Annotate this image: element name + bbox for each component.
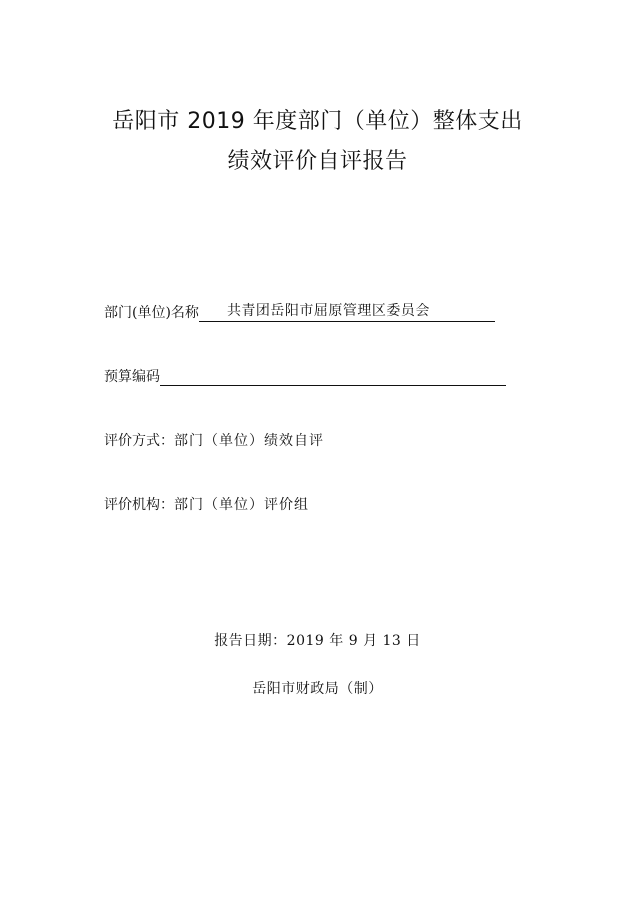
evaluation-method-value: 部门（单位）绩效自评	[174, 433, 324, 449]
evaluation-org-label: 评价机构：	[104, 497, 174, 513]
department-name-label: 部门(单位)名称	[104, 305, 199, 321]
report-title-line-1: 岳阳市 2019 年度部门（单位）整体支出	[112, 109, 523, 134]
budget-code-label: 预算编码	[104, 369, 160, 385]
budget-code-value	[160, 366, 506, 386]
report-date: 报告日期：2019 年 9 月 13 日	[214, 633, 421, 649]
evaluation-method-row	[104, 430, 324, 450]
issuer: 岳阳市财政局（制）	[252, 681, 383, 697]
evaluation-org-row	[104, 494, 309, 514]
department-name-row	[104, 302, 495, 322]
budget-code-row	[104, 366, 506, 386]
evaluation-method-label: 评价方式：	[104, 433, 174, 449]
evaluation-org-value: 部门（单位）评价组	[174, 497, 309, 513]
report-title-line-2: 绩效评价自评报告	[227, 149, 408, 174]
department-name-value: 共青团岳阳市屈原管理区委员会	[199, 302, 495, 322]
